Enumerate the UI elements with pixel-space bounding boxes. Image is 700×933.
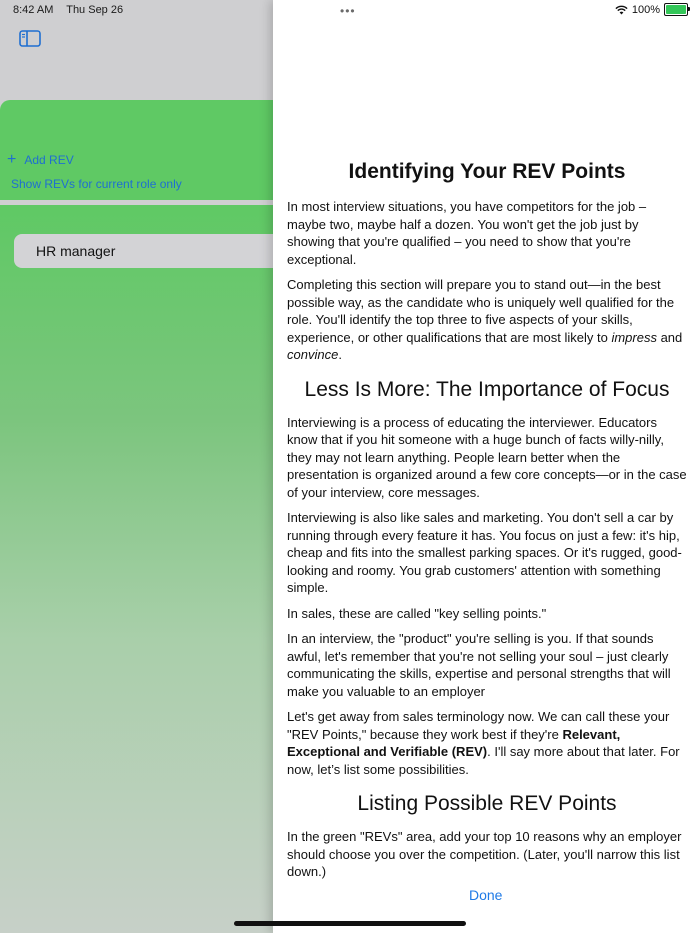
paragraph: Interviewing is also like sales and marketing. You don't sell a car by running through every feature it has. You focus on just a few: it's hip, cheap and fits into the smallest parking spaces. Or it's rugged, good-looking and roomy. You grab customers' attention with something simple.: [287, 510, 682, 595]
status-date: Thu Sep 26: [66, 4, 124, 16]
paragraph: Interviewing is a process of educating the interviewer. Educators know that if you hit someone with a huge bunch of facts willy-nilly, they may not learn anything. People learn better when the presentation is organized around a few core concepts—or in the case of your interview, core messages.: [287, 414, 687, 500]
paragraph: In sales, these are called "key selling points.": [287, 605, 547, 621]
paragraph: In the green "REVs" area, add your top 10 reasons why an employer should choose you over the competition. (Later, you'll narrow this list down.): [287, 829, 682, 879]
add-rev-button[interactable]: [7, 153, 74, 167]
sidebar-toggle-icon[interactable]: [19, 30, 41, 47]
done-button[interactable]: Done: [469, 887, 503, 903]
role-label: HR manager: [36, 243, 116, 259]
plus-icon: +: [7, 151, 17, 168]
status-time: 8:42 AM: [13, 4, 54, 16]
home-indicator[interactable]: [234, 921, 466, 926]
multitasking-dots-icon[interactable]: •••: [340, 4, 356, 18]
show-revs-toggle[interactable]: Show REVs for current role only: [11, 177, 182, 191]
article-title: Identifying Your REV Points: [348, 160, 626, 183]
status-bar-left: [13, 4, 133, 16]
section-heading: Less Is More: The Importance of Focus: [304, 377, 670, 401]
wifi-icon: [615, 5, 628, 15]
section-heading: Listing Possible REV Points: [357, 792, 617, 815]
battery-percent: 100%: [631, 3, 660, 16]
paragraph: Completing this section will prepare you to stand out—in the best possible way, as the candidate who is uniquely well qualified for the role. You'll identify the top three to five aspects of your skills, experience, or other qualifications that are most likely to impress and convince.: [287, 277, 683, 362]
paragraph: Let's get away from sales terminology now. We can call these your "REV Points," because they work best if they're Relevant, Exceptional and Verifiable (REV). I'll say more about that later. For now, let’s list some possibilities.: [287, 709, 680, 777]
paragraph: In an interview, the "product" you're selling is you. If that sounds awful, let's remember that you're not selling your soul – just clearly communicating the skills, expertise and personal strengths that will make you valuable to an employer: [287, 631, 671, 699]
article-content: [287, 158, 687, 879]
status-bar-right: [615, 3, 688, 16]
role-list-item[interactable]: [14, 234, 294, 268]
add-rev-label: Add REV: [24, 153, 74, 167]
paragraph: In most interview situations, you have competitors for the job – maybe two, maybe half a dozen. You won't get the job just by showing that you're qualified – you need to show that you're exceptional.: [287, 199, 647, 267]
battery-icon: [664, 3, 688, 16]
